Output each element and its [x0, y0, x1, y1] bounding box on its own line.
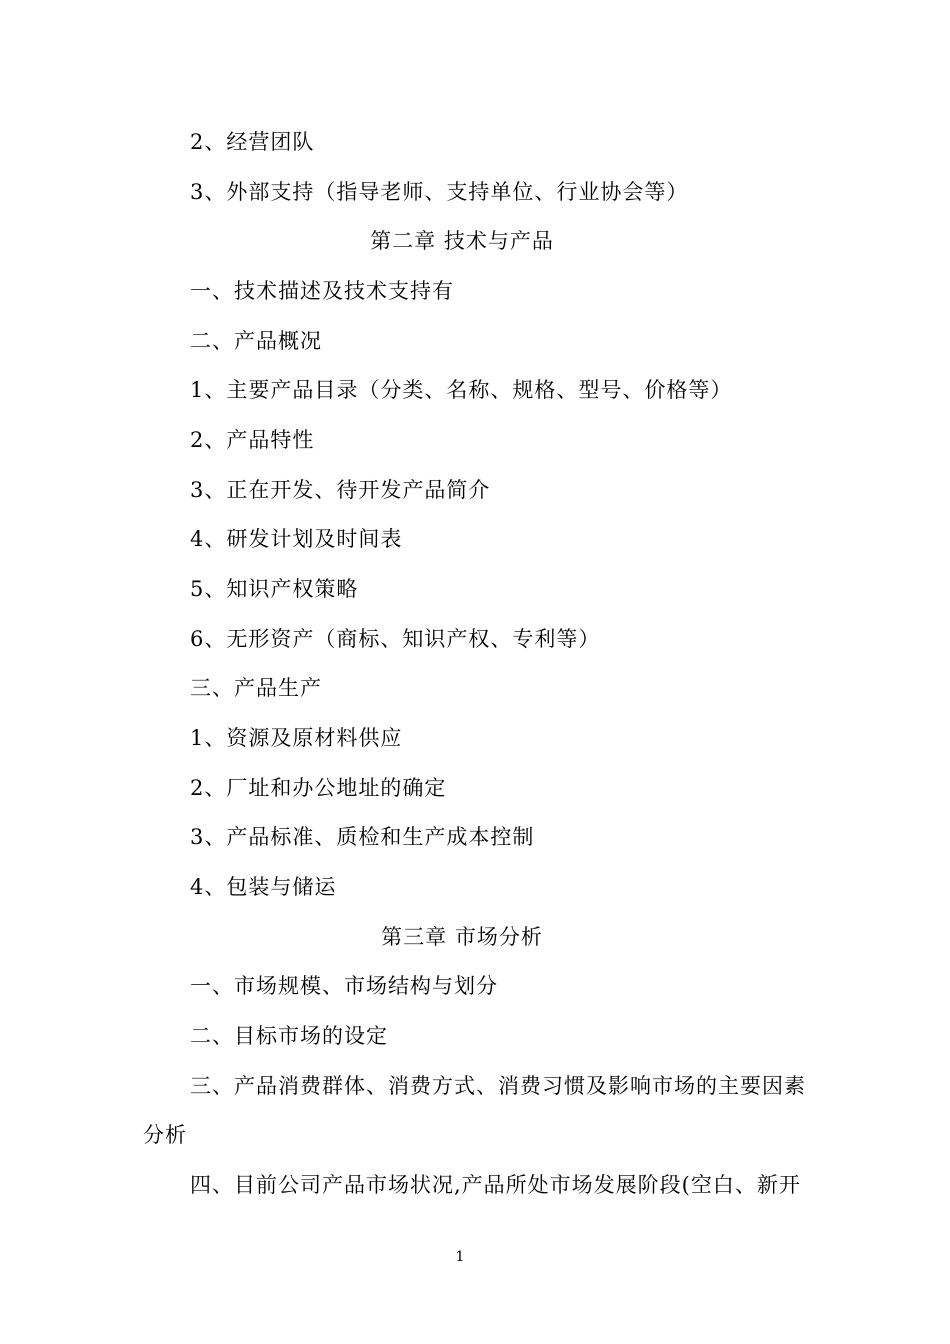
list-item-ip-strategy: 5、知识产权策略 [190, 577, 359, 601]
list-item-intangible-assets: 6、无形资产（商标、知识产权、专利等） [190, 627, 601, 651]
list-item-rd-plan: 4、研发计划及时间表 [190, 527, 403, 551]
list-item-products-in-development: 3、正在开发、待开发产品简介 [190, 478, 491, 502]
list-item-quality-cost-control: 3、产品标准、质检和生产成本控制 [190, 825, 535, 849]
section-heading-target-market: 二、目标市场的设定 [190, 1024, 388, 1048]
list-item-product-catalog: 1、主要产品目录（分类、名称、规格、型号、价格等） [190, 378, 733, 402]
list-item-external-support: 3、外部支持（指导老师、支持单位、行业协会等） [190, 180, 689, 204]
page-number: 1 [455, 1249, 465, 1265]
chapter-heading-3: 第三章 市场分析 [381, 925, 543, 949]
section-heading-consumer-analysis: 三、产品消费群体、消费方式、消费习惯及影响市场的主要因素 [190, 1074, 806, 1098]
chapter-heading-2: 第二章 技术与产品 [370, 229, 554, 253]
list-item-site-selection: 2、厂址和办公地址的确定 [190, 776, 447, 800]
section-heading-product-overview: 二、产品概况 [190, 329, 322, 353]
section-heading-consumer-analysis-continued: 分析 [143, 1123, 187, 1147]
list-item-management-team: 2、经营团队 [190, 130, 315, 154]
section-heading-production: 三、产品生产 [190, 676, 322, 700]
list-item-product-features: 2、产品特性 [190, 428, 315, 452]
section-heading-tech-description: 一、技术描述及技术支持有 [190, 279, 454, 303]
list-item-raw-materials: 1、资源及原材料供应 [190, 726, 403, 750]
list-item-packaging-storage: 4、包装与储运 [190, 875, 337, 899]
section-heading-market-status: 四、目前公司产品市场状况,产品所处市场发展阶段(空白、新开 [190, 1173, 801, 1197]
section-heading-market-size: 一、市场规模、市场结构与划分 [190, 974, 498, 998]
